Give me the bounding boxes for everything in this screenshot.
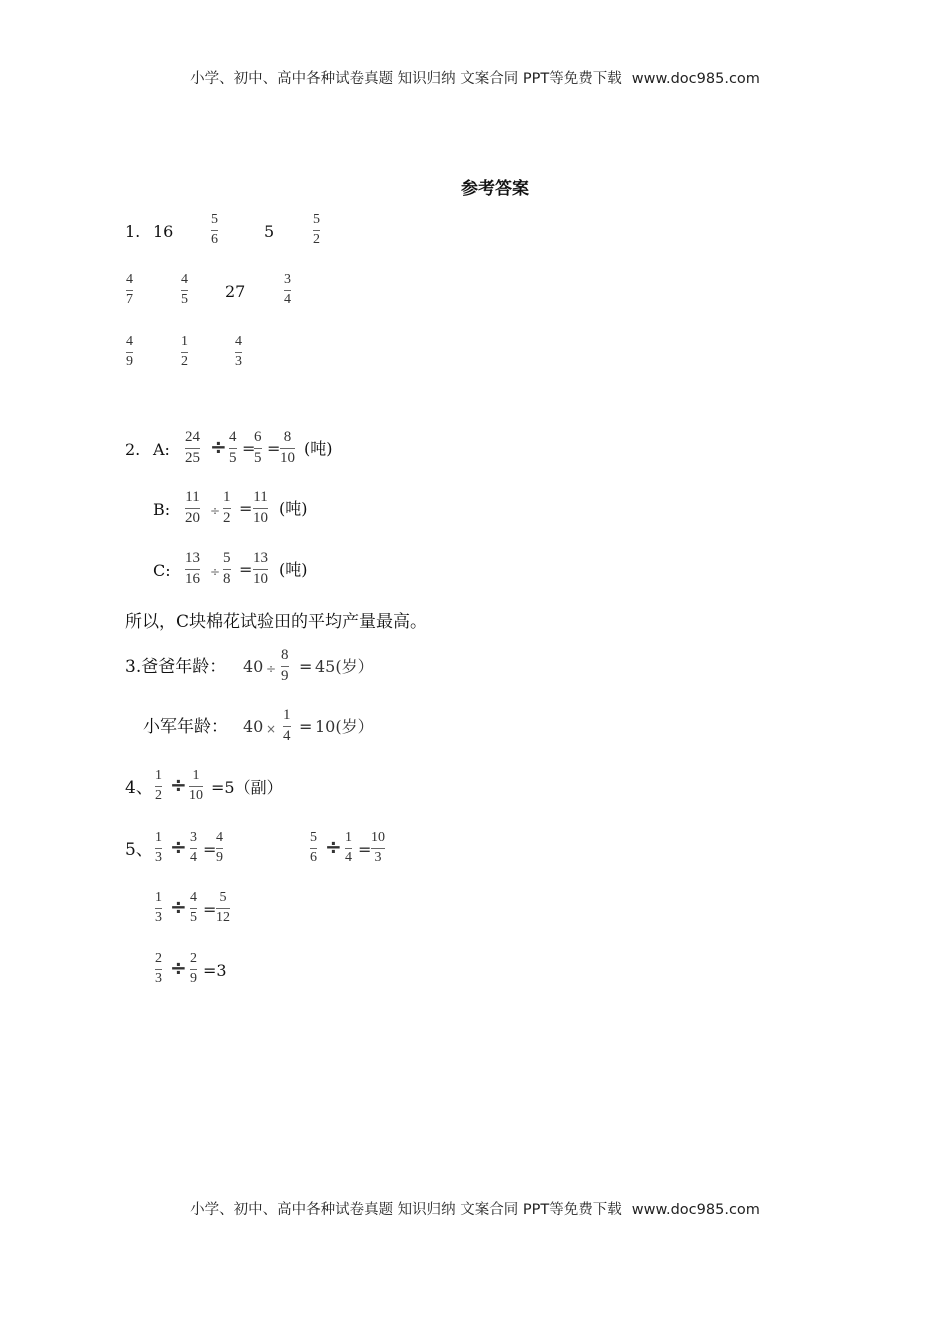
q1-number: 1. (125, 222, 141, 241)
denominator: 3 (155, 850, 162, 865)
footer-url[interactable]: www.doc985.com (631, 1202, 760, 1218)
q2-a-divide: ÷ (210, 435, 227, 459)
q2-c-equals: = (239, 560, 253, 579)
q5-e4-f1 (155, 951, 162, 987)
q4-f2 (189, 768, 203, 804)
q2-b-f3 (253, 489, 268, 527)
q2-b-equals: = (239, 499, 253, 518)
numerator: 2 (190, 951, 197, 966)
numerator: 3 (190, 830, 197, 845)
denominator: 3 (155, 910, 162, 925)
q2-c-f1 (185, 550, 200, 588)
q2-c-divide: ÷ (210, 565, 221, 579)
q3-jun-fraction (283, 707, 291, 745)
q2-b-unit: (吨) (279, 499, 308, 518)
q1-r3-a-fraction (126, 334, 133, 370)
q2-c-f3 (253, 550, 268, 588)
q5-e2-f1 (310, 830, 317, 866)
numerator: 10 (371, 830, 385, 845)
q3-jun-op: × (266, 722, 277, 736)
q2-a-label: A: (153, 440, 170, 459)
numerator: 4 (181, 272, 188, 287)
denominator: 4 (345, 850, 352, 865)
header-text: 小学、初中、高中各种试卷真题 知识归纳 文案合同 PPT等免费下载 (190, 71, 622, 87)
q5-e3-f1 (155, 890, 162, 926)
q5-e2-equals: = (358, 840, 372, 859)
denominator: 9 (281, 668, 289, 684)
numerator: 11 (185, 489, 200, 505)
denominator: 2 (155, 788, 162, 803)
q2-c-f2 (223, 550, 231, 588)
denominator: 9 (216, 850, 223, 865)
numerator: 1 (181, 334, 188, 349)
q2-conclusion: 所以，C块棉花试验田的平均产量最高。 (125, 612, 428, 632)
numerator: 4 (235, 334, 242, 349)
q5-e1-equals: = (203, 840, 217, 859)
page-header (0, 67, 950, 88)
q1-r1-c: 5 (264, 222, 275, 241)
q1-r2-d-fraction (284, 272, 291, 308)
denominator: 4 (284, 292, 291, 307)
denominator: 2 (181, 354, 188, 369)
q3-jun-a: 40 (243, 717, 264, 736)
denominator: 10 (280, 450, 295, 466)
numerator: 11 (253, 489, 268, 505)
denominator: 8 (223, 571, 231, 587)
numerator: 13 (185, 550, 200, 566)
denominator: 6 (211, 232, 218, 247)
q5-e2-divide: ÷ (325, 835, 342, 859)
numerator: 6 (254, 429, 262, 445)
q5-e2-f3 (371, 830, 385, 866)
denominator: 12 (216, 910, 230, 925)
numerator: 4 (126, 272, 133, 287)
denominator: 2 (313, 232, 320, 247)
denominator: 16 (185, 571, 200, 587)
numerator: 2 (155, 951, 162, 966)
q5-e2-f2 (345, 830, 352, 866)
denominator: 7 (126, 292, 133, 307)
q4-label: 4、 (125, 778, 153, 798)
numerator: 1 (283, 707, 291, 723)
q1-r2-a-fraction (126, 272, 133, 308)
q5-e1-f3 (216, 830, 223, 866)
q3-dad-label: 3.爸爸年龄： (125, 657, 227, 677)
numerator: 1 (223, 489, 231, 505)
q3-dad-op: ÷ (266, 662, 277, 676)
q2-a-equals-2: = (267, 439, 281, 458)
denominator: 9 (190, 971, 197, 986)
q5-e4-divide: ÷ (170, 956, 187, 980)
q2-b-f1 (185, 489, 200, 527)
header-url[interactable]: www.doc985.com (631, 71, 760, 87)
q4-divide: ÷ (170, 773, 187, 797)
q1-r3-b-fraction (181, 334, 188, 370)
q3-dad-a: 40 (243, 657, 264, 676)
q5-e1-divide: ÷ (170, 835, 187, 859)
q5-e3-f3 (216, 890, 230, 926)
denominator: 5 (181, 292, 188, 307)
numerator: 1 (192, 768, 200, 783)
denominator: 3 (155, 971, 162, 986)
denominator: 2 (223, 510, 231, 526)
q5-e3-divide: ÷ (170, 895, 187, 919)
page-title: 参考答案 (461, 179, 529, 199)
q5-e3-f2 (190, 890, 197, 926)
numerator: 4 (216, 830, 223, 845)
q5-e4-f2 (190, 951, 197, 987)
footer-text: 小学、初中、高中各种试卷真题 知识归纳 文案合同 PPT等免费下载 (190, 1202, 622, 1218)
numerator: 5 (219, 890, 227, 905)
q4-f1 (155, 768, 162, 804)
q1-r1-b-fraction (211, 212, 218, 248)
denominator: 20 (185, 510, 200, 526)
q5-e4-result: =3 (203, 961, 227, 980)
q2-b-f2 (223, 489, 231, 527)
q2-b-divide: ÷ (210, 504, 221, 518)
q2-c-unit: (吨) (279, 560, 308, 579)
denominator: 25 (185, 450, 200, 466)
denominator: 5 (254, 450, 262, 466)
numerator: 5 (223, 550, 231, 566)
q2-a-unit: (吨) (304, 439, 333, 458)
q5-label: 5、 (125, 840, 153, 860)
denominator: 10 (253, 510, 268, 526)
denominator: 3 (235, 354, 242, 369)
numerator: 5 (211, 212, 218, 227)
q3-dad-equals: = (299, 657, 313, 676)
numerator: 8 (281, 647, 289, 663)
q3-jun-label: 小军年龄： (143, 717, 228, 737)
q2-a-f1 (185, 429, 200, 467)
q1-r2-b-fraction (181, 272, 188, 308)
q2-c-label: C: (153, 561, 171, 580)
q5-e1-f2 (190, 830, 197, 866)
numerator: 4 (229, 429, 237, 445)
numerator: 8 (283, 429, 292, 445)
q5-e1-f1 (155, 830, 162, 866)
q2-a-equals-1: = (242, 439, 256, 458)
q2-a-f2 (229, 429, 237, 467)
numerator: 3 (284, 272, 291, 287)
denominator: 6 (310, 850, 317, 865)
q3-jun-result: 10(岁） (315, 717, 374, 736)
numerator: 4 (190, 890, 197, 905)
denominator: 4 (190, 850, 197, 865)
numerator: 4 (126, 334, 133, 349)
q3-jun-equals: = (299, 717, 313, 736)
numerator: 5 (310, 830, 317, 845)
numerator: 1 (155, 890, 162, 905)
q5-e3-equals: = (203, 900, 217, 919)
denominator: 4 (283, 728, 291, 744)
numerator: 1 (155, 830, 162, 845)
q2-b-label: B: (153, 500, 171, 519)
q2-number: 2. (125, 440, 141, 459)
numerator: 5 (313, 212, 320, 227)
page-footer (0, 1198, 950, 1219)
q2-a-f4 (280, 429, 295, 467)
numerator: 24 (185, 429, 200, 445)
q3-dad-fraction (281, 647, 289, 685)
denominator: 10 (253, 571, 268, 587)
denominator: 9 (126, 354, 133, 369)
q1-r1-a: 16 (153, 222, 174, 241)
denominator: 5 (229, 450, 237, 466)
numerator: 1 (345, 830, 352, 845)
q1-r3-c-fraction (235, 334, 242, 370)
numerator: 13 (253, 550, 268, 566)
q1-r2-c: 27 (225, 282, 246, 301)
denominator: 10 (189, 788, 203, 803)
q2-a-f3 (254, 429, 262, 467)
denominator: 3 (374, 850, 382, 865)
denominator: 5 (190, 910, 197, 925)
q3-dad-result: 45(岁） (315, 657, 374, 676)
q4-result: =5（副） (211, 778, 283, 797)
q1-r1-d-fraction (313, 212, 320, 248)
numerator: 1 (155, 768, 162, 783)
